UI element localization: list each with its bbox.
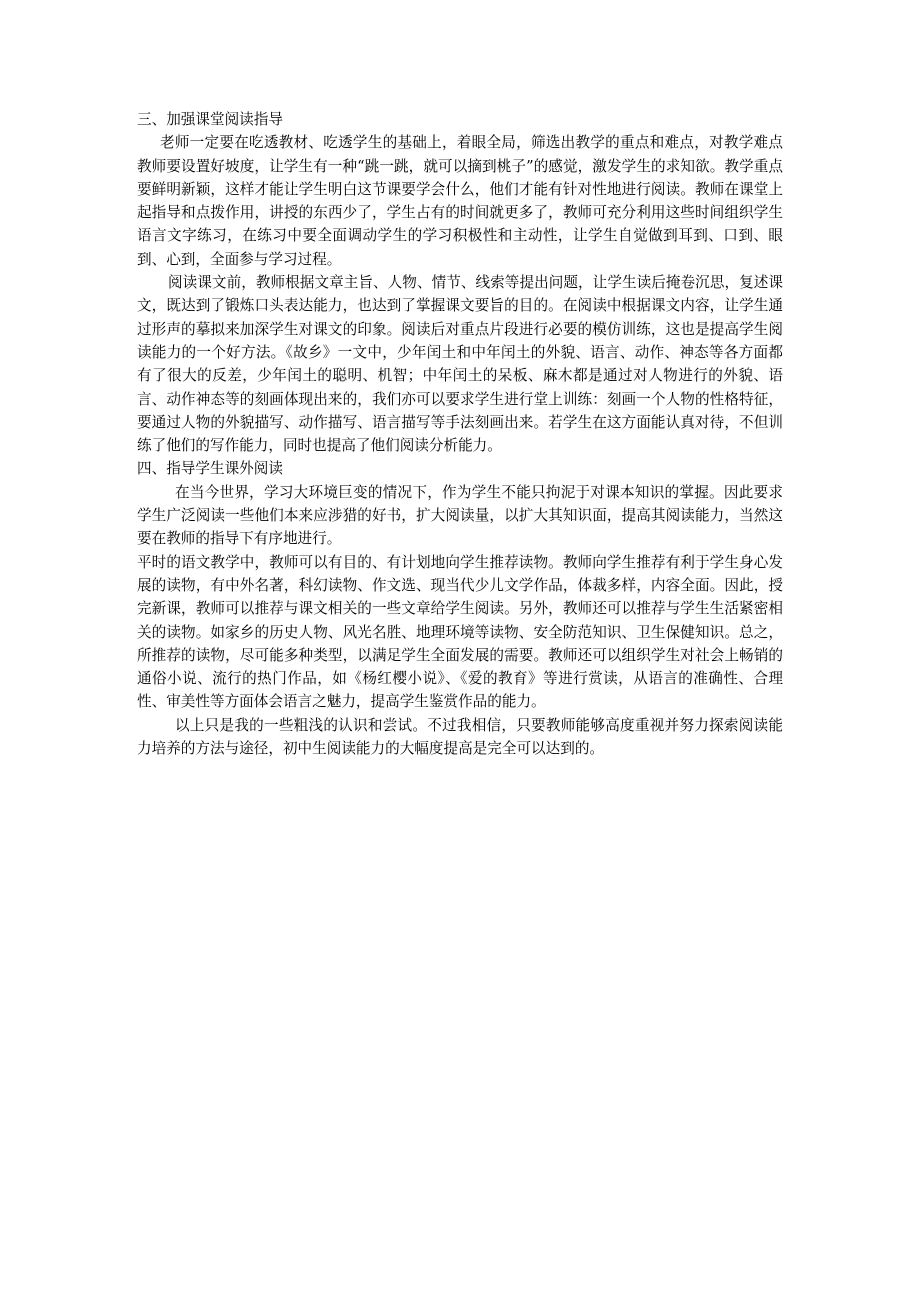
section-4-heading: 四、指导学生课外阅读 <box>137 460 283 478</box>
section-3-paragraph-2: 阅读课文前，教师根据文章主旨、人物、情节、线索等提出问题，让学生读后掩卷沉思，复述课文，既达到了锻炼口头表达能力，也达到了掌握课文要旨的目的。在阅读中根据课文内容，让学生通过形声的摹拟来加深学生对课文的印象。阅读后对重点片段进行必要的模仿训练，这也是提高学生阅读能力的一个好方法。《故乡》一文中，少年闰土和中年闰土的外貌、语言、动作、神态等各方面都有了很大的反差，少年闰土的聪明、机智；中年闰土的呆板、麻木都是通过对人物进行的外貌、语言、动作神态等的刻画体现出来的，我们亦可以要求学生进行堂上训练：刻画一个人物的性格特征，要通过人物的外貌描写、动作描写、语言描写等手法刻画出来。若学生在这方面能认真对待，不但训练了他们的写作能力，同时也提高了他们阅读分析能力。 <box>137 274 783 455</box>
section-4-paragraph-1: 在当今世界，学习大环境巨变的情况下，作为学生不能只拘泥于对课本知识的掌握。因此要求学生广泛阅读一些他们本来应涉猎的好书，扩大阅读量，以扩大其知识面，提高其阅读能力，当然这要在教师的指导下有序地进行。 <box>137 483 783 548</box>
conclusion-paragraph: 以上只是我的一些粗浅的认识和尝试。不过我相信，只要教师能够高度重视并努力探索阅读能力培养的方法与途径，初中生阅读能力的大幅度提高是完全可以达到的。 <box>137 716 783 758</box>
document-body <box>137 108 783 760</box>
section-4-paragraph-2: 平时的语文教学中，教师可以有目的、有计划地向学生推荐读物。教师向学生推荐有利于学生身心发展的读物，有中外名著，科幻读物、作文选、现当代少儿文学作品，体裁多样，内容全面。因此，授完新课，教师可以推荐与课文相关的一些文章给学生阅读。另外，教师还可以推荐与学生生活紧密相关的读物。如家乡的历史人物、风光名胜、地理环境等读物、安全防范知识、卫生保健知识。总之，所推荐的读物，尽可能多种类型，以满足学生全面发展的需要。教师还可以组织学生对社会上畅销的通俗小说、流行的热门作品，如《杨红樱小说》、《爱的教育》等进行赏读，从语言的准确性、合理性、审美性等方面体会语言之魅力，提高学生鉴赏作品的能力。 <box>137 553 783 711</box>
section-3-paragraph-1: 老师一定要在吃透教材、吃透学生的基础上，着眼全局，筛选出教学的重点和难点，对教学难点教师要设置好坡度，让学生有一种“跳一跳，就可以摘到桃子”的感觉，激发学生的求知欲。教学重点要鲜明新颖，这样才能让学生明白这节课要学会什么，他们才能有针对性地进行阅读。教师在课堂上起指导和点拨作用，讲授的东西少了，学生占有的时间就更多了，教师可充分利用这些时间组织学生语言文字练习，在练习中要全面调动学生的学习积极性和主动性，让学生自觉做到耳到、口到、眼到、心到，全面参与学习过程。 <box>137 134 783 268</box>
section-3-heading: 三、加强课堂阅读指导 <box>137 111 283 128</box>
